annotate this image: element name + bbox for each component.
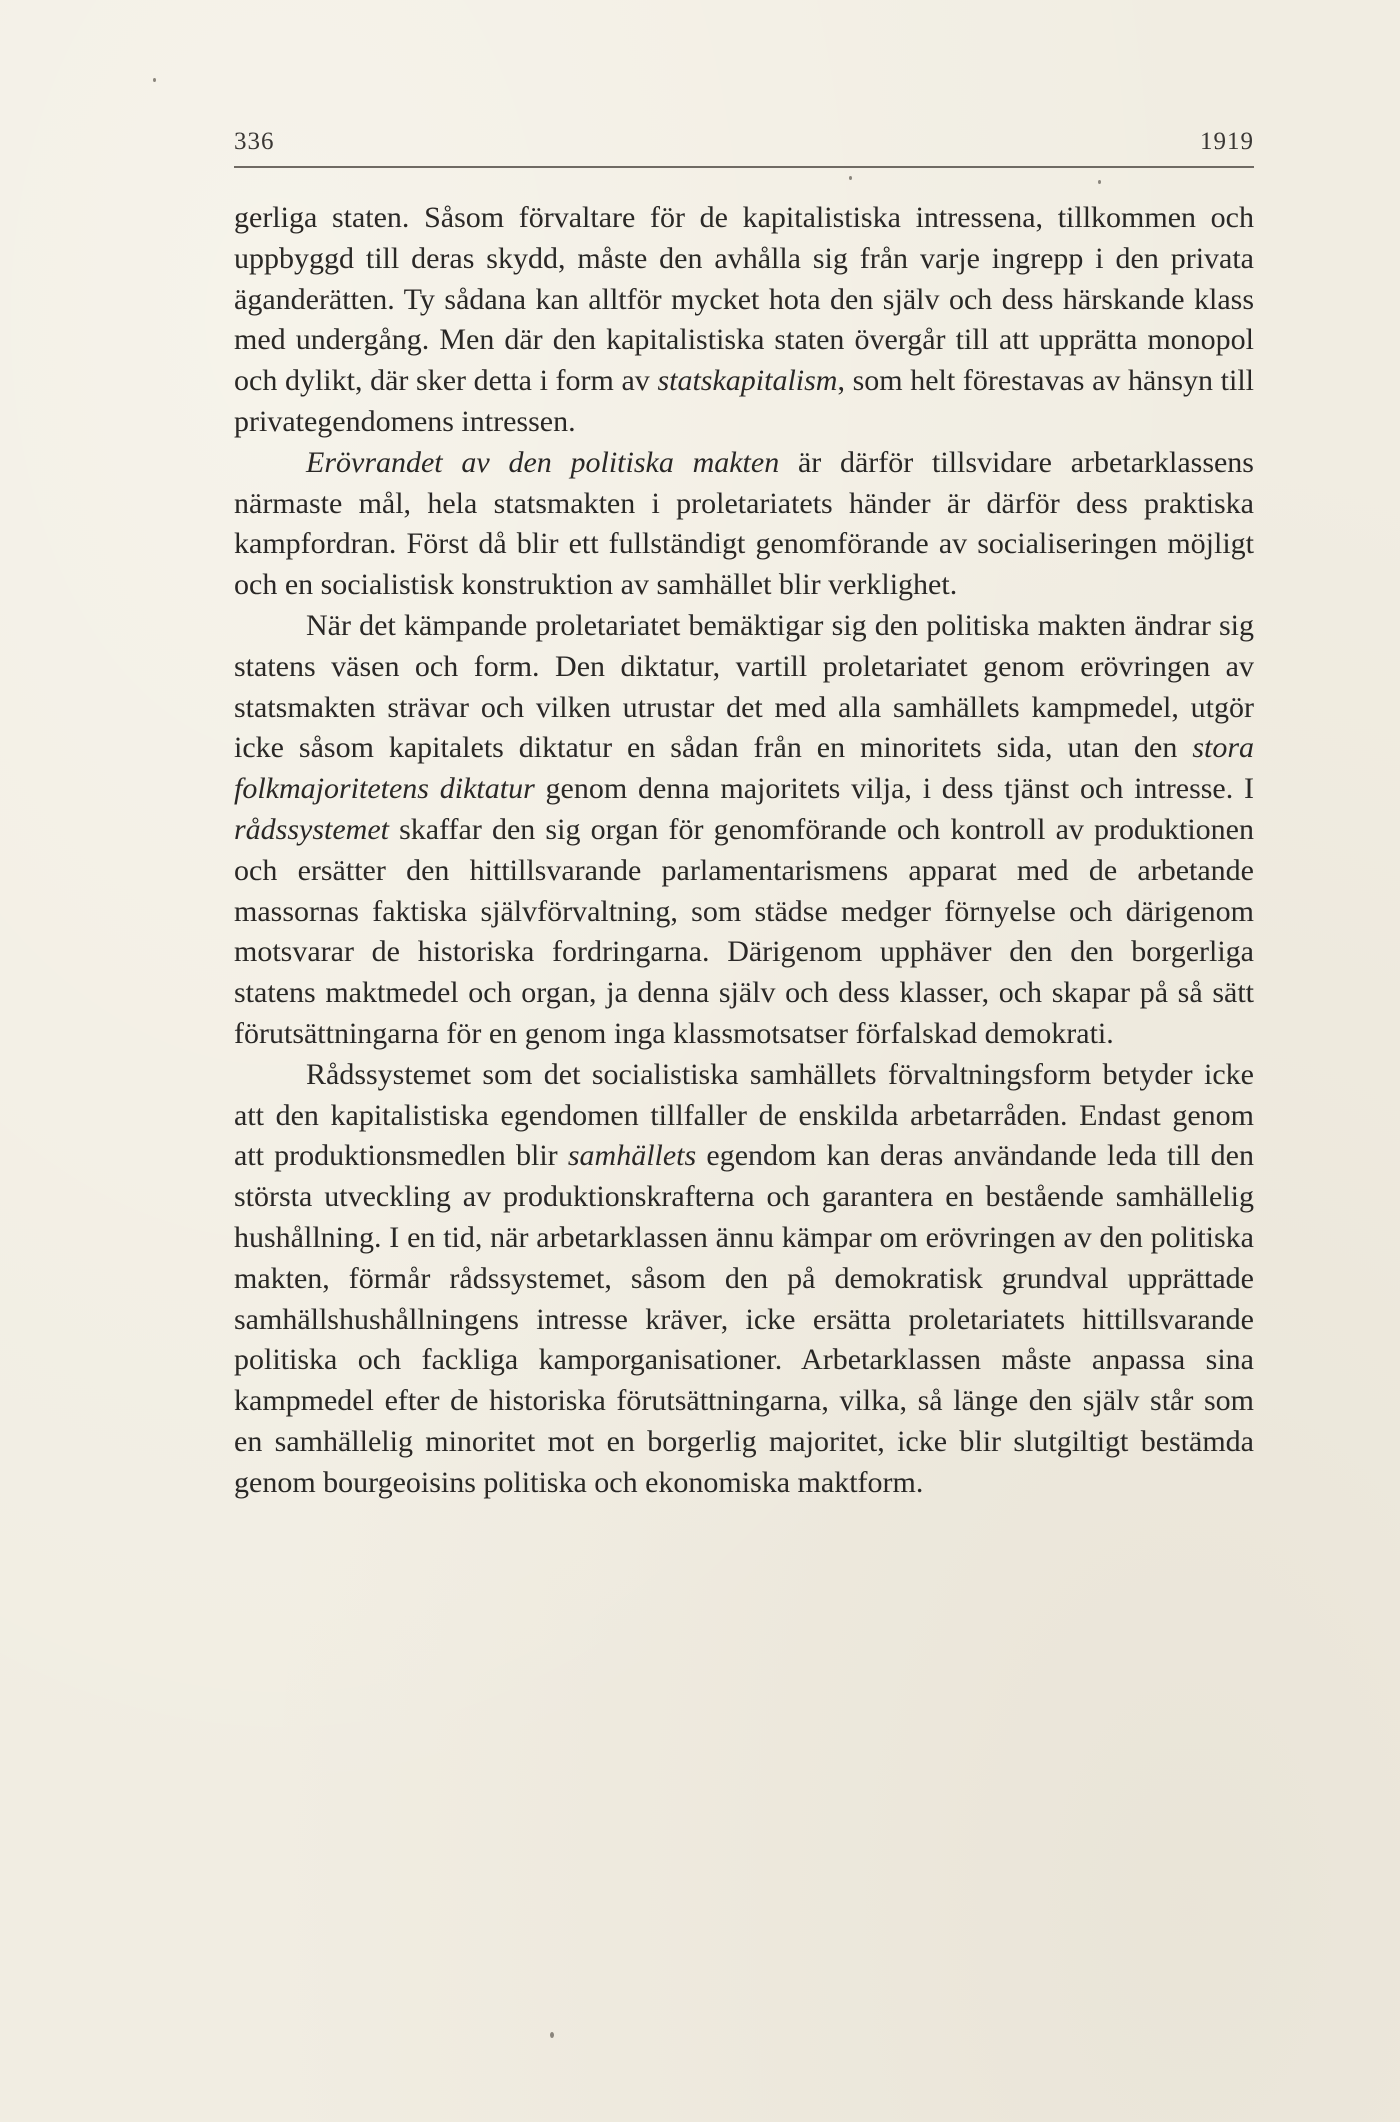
paper-speck: [153, 78, 156, 82]
paper-speck: [550, 2032, 554, 2038]
paragraph-4: [234, 1055, 1254, 1504]
text-segment: , som helt förestavas av hänsyn till privategendomens intressen.: [234, 364, 1254, 438]
body-text: [234, 198, 1254, 1504]
text-segment: När det kämpande proletariatet bemäktigar sig den politiska makten ändrar sig statens väsen och form. Den diktatur, vartill proletariatet genom erövringen av statsmakten strävar och vilken utrustar det med alla samhällets kampmedel, utgör icke såsom kapitalets diktatur en sådan från en minoritets sida, utan den: [234, 608, 1254, 765]
italic-term-folkmajoritetens-diktatur: stora folkmajoritetens diktatur: [234, 731, 1254, 806]
paragraph-3: [234, 606, 1254, 1055]
paragraph-2: [234, 443, 1254, 606]
text-segment: gerliga staten. Såsom förvaltare för de kapitalistiska intressena, tillkommen och uppbyggd till deras skydd, måste den avhålla sig från varje ingrepp i den privata äganderätten. Ty sådana kan alltför mycket hota den själv och dess härskande klass med undergång. Men där den kapitalistiska staten övergår till att upprätta monopol och dylikt, där sker detta i form av: [234, 201, 1254, 398]
italic-term-statskapitalism: statskapitalism: [657, 364, 838, 398]
page-number: 336: [234, 128, 275, 155]
paragraph-1: [234, 198, 1254, 443]
paper-speck: [1098, 180, 1101, 184]
text-segment: Rådssystemet som det socialistiska samhällets förvaltningsform betyder icke att den kapitalistiska egendomen tillfaller de enskilda arbetarråden. Endast genom att produktionsmedlen blir: [234, 1057, 1254, 1173]
italic-term-radssystemet: rådssystemet: [234, 812, 389, 846]
italic-term-erovrandet: Erövrandet av den politiska makten: [306, 445, 780, 479]
text-segment: genom denna majoritets vilja, i dess tjänst och intresse. I: [534, 772, 1255, 806]
text-segment: egendom kan deras användande leda till den största utveckling av produktionskrafterna och garantera en bestående samhällelig hushållning. I en tid, när arbetarklassen ännu kämpar om erövringen av den politiska makten, förmår rådssystemet, såsom den på demokratisk grundval upprättade samhällshushållningens intresse kräver, icke ersätta proletariatets hittillsvarande politiska och fackliga kamporganisationer. Arbetarklassen måste anpassa sina kampmedel efter de historiska förutsättningarna, vilka, så länge den själv står som en samhällelig minoritet mot en borgerlig majoritet, icke blir slutgiltigt bestämda genom bourgeoisins politiska och ekonomiska maktform.: [234, 1139, 1254, 1499]
header-year: 1919: [1200, 128, 1254, 155]
paper-speck: [849, 176, 852, 180]
page-header: [234, 128, 1254, 162]
text-segment: är därför tillsvidare arbetarklassens närmaste mål, hela statsmakten i proletariatets händer är därför dess praktiska kampfordran. Först då blir ett fullständigt genomförande av socialiseringen möjligt och en socialistisk konstruktion av samhället blir verklighet.: [234, 445, 1254, 602]
italic-term-samhallets: samhällets: [567, 1139, 697, 1173]
text-segment: skaffar den sig organ för genomförande och kontroll av produktionen och ersätter den hittillsvarande parlamentarismens apparat med de arbetande massornas faktiska självförvaltning, som städse medger förnyelse och därigenom motsvarar de historiska fordringarna. Därigenom upphäver den den borgerliga statens maktmedel och organ, ja denna själv och dess klasser, och skapar på så sätt förutsättningarna för en genom inga klassmotsatser förfalskad demokrati.: [234, 812, 1254, 1050]
header-rule: [234, 166, 1254, 168]
